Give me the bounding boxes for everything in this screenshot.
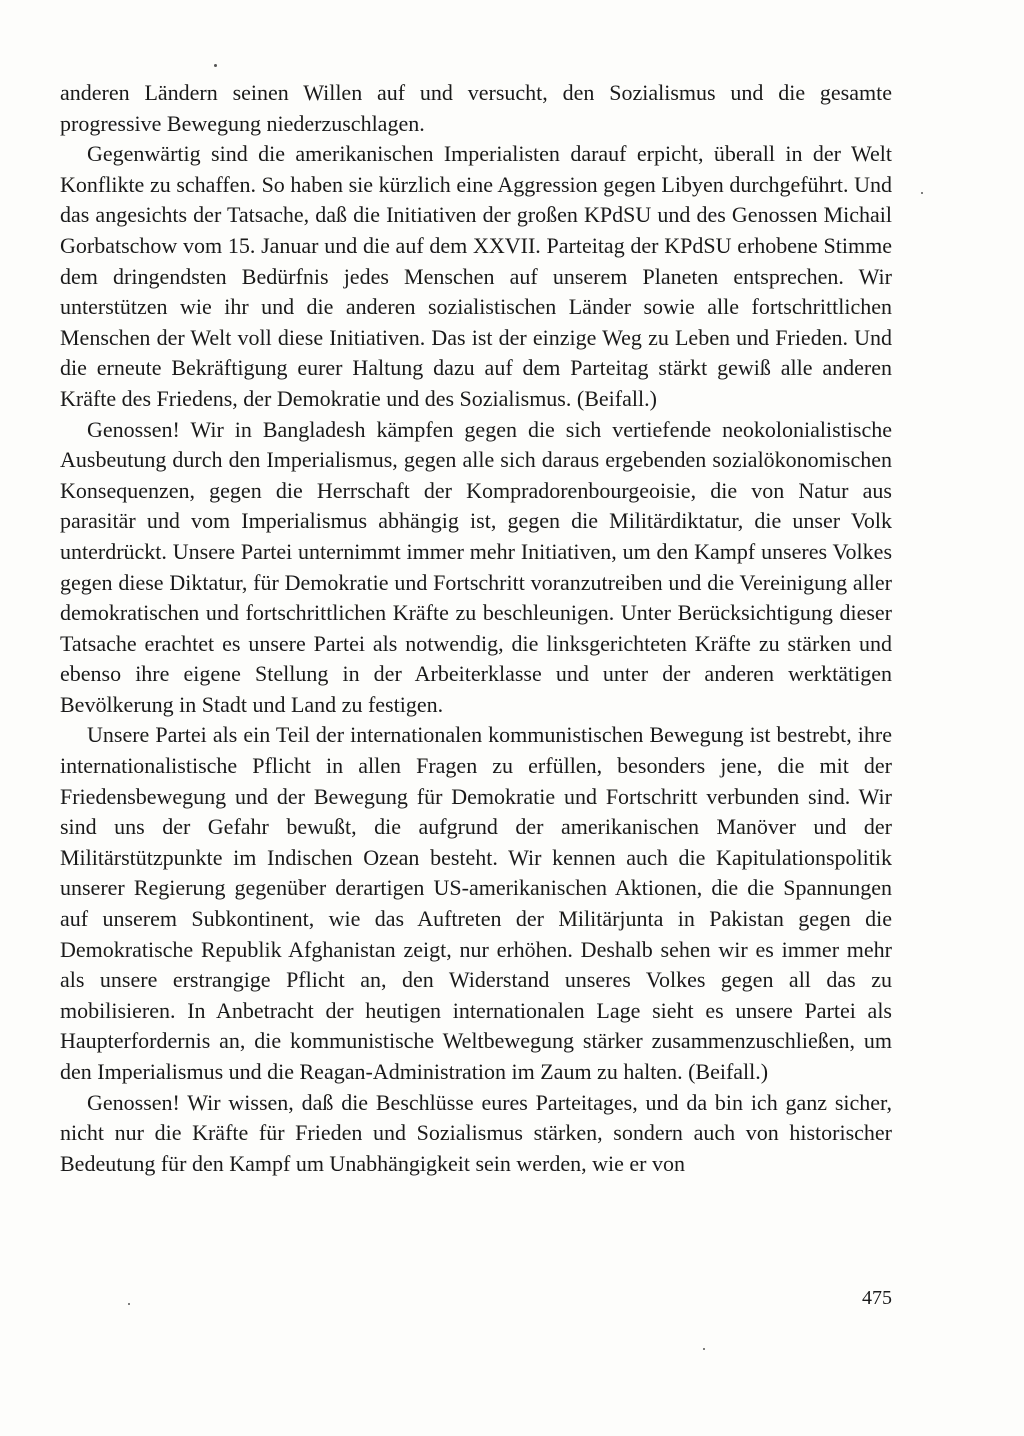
scan-speck bbox=[921, 192, 923, 194]
body-text bbox=[60, 78, 892, 1179]
page-number: 475 bbox=[862, 1287, 892, 1309]
scan-speck bbox=[703, 1348, 705, 1350]
paragraph: Genossen! Wir in Bangladesh kämpfen gegen die sich vertiefende neokolonialistische Ausbeutung durch den Imperialismus, gegen alle sich daraus ergebenden sozialökonomischen Konsequenzen, gegen die Herrschaft der Kompradorenbourgeoisie, die von Natur aus parasitär und vom Imperialismus abhängig ist, gegen die Militärdiktatur, die unser Volk unterdrückt. Unsere Partei unternimmt immer mehr Initiativen, um den Kampf unseres Volkes gegen diese Diktatur, für Demokratie und Fortschritt voranzutreiben und die Vereinigung aller demokratischen und fortschrittlichen Kräfte zu beschleunigen. Unter Berücksichtigung dieser Tatsache erachtet es unsere Partei als notwendig, die linksgerichteten Kräfte zu stärken und ebenso ihre eigene Stellung in der Arbeiterklasse und unter der anderen werktätigen Bevölkerung in Stadt und Land zu festigen. bbox=[60, 416, 892, 717]
paragraph: anderen Ländern seinen Willen auf und versucht, den Sozialismus und die gesamte progressive Bewegung niederzuschlagen. bbox=[60, 80, 892, 136]
paragraph: Genossen! Wir wissen, daß die Beschlüsse eures Parteitages, und da bin ich ganz sicher, nicht nur die Kräfte für Frieden und Sozialismus stärken, sondern auch von historischer Bedeutung für den Kampf um Unabhängigkeit sein werden, wie er von bbox=[60, 1089, 892, 1176]
paragraph: Unsere Partei als ein Teil der internationalen kommunistischen Bewegung ist bestrebt, ihre internationalistische Pflicht in allen Fragen zu erfüllen, besonders jene, die mit der Friedensbewegung und der Bewegung für Demokratie und Fortschritt verbunden sind. Wir sind uns der Gefahr bewußt, die aufgrund der amerikanischen Manöver und der Militärstützpunkte im Indischen Ozean besteht. Wir kennen auch die Kapitulationspolitik unserer Regierung gegenüber derartigen US-amerikanischen Aktionen, die die Spannungen auf unserem Subkontinent, wie das Auftreten der Militärjunta in Pakistan gegen die Demokratische Republik Afghanistan zeigt, nur erhöhen. Deshalb sehen wir es immer mehr als unsere erstrangige Pflicht an, den Widerstand unseres Volkes gegen all das zu mobilisieren. In Anbetracht der heutigen internationalen Lage sieht es unsere Partei als Haupterfordernis an, die kommunistische Weltbewegung stärker zusammenzuschließen, um den Imperialismus und die Reagan-Administration im Zaum zu halten. (Beifall.) bbox=[60, 722, 892, 1084]
scan-speck bbox=[214, 64, 217, 67]
scan-speck bbox=[128, 1303, 130, 1305]
paragraph: Gegenwärtig sind die amerikanischen Imperialisten darauf erpicht, überall in der Welt Konflikte zu schaffen. So haben sie kürzlich eine Aggression gegen Libyen durchgeführt. Und das angesichts der Tatsache, daß die Initiativen der großen KPdSU und des Genossen Michail Gorbatschow vom 15. Januar und die auf dem XXVII. Parteitag der KPdSU erhobene Stimme dem dringendsten Bedürfnis jedes Menschen auf unserem Planeten entsprechen. Wir unterstützen wie ihr und die anderen sozialistischen Länder sowie alle fortschrittlichen Menschen der Welt voll diese Initiativen. Das ist der einzige Weg zu Leben und Frieden. Und die erneute Bekräftigung eurer Haltung dazu auf dem Parteitag stärkt gewiß alle anderen Kräfte des Friedens, der Demokratie und des Sozialismus. (Beifall.) bbox=[60, 141, 892, 411]
